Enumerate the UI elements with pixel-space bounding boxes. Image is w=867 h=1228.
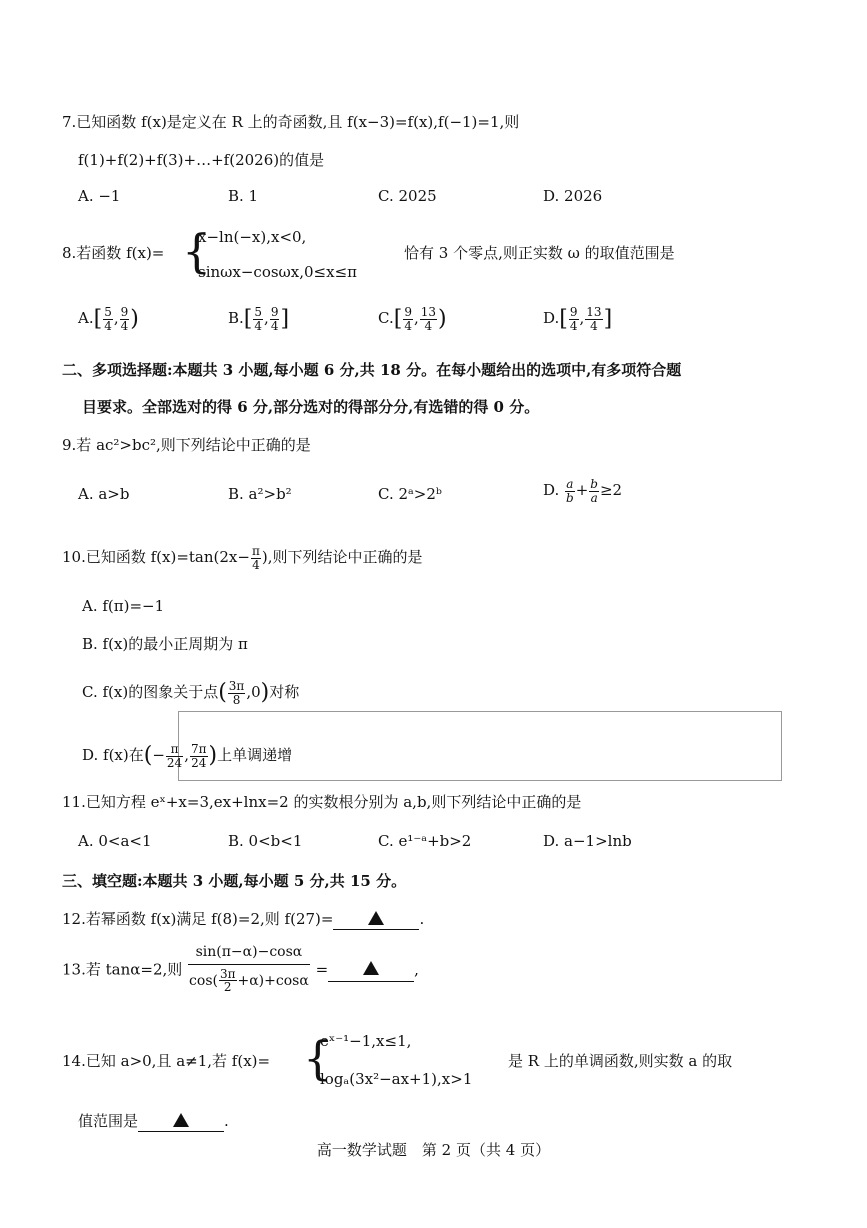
page-footer: 高一数学试题 第 2 页（共 4 页） <box>316 1141 551 1159</box>
q13-answer-blank[interactable] <box>328 957 414 982</box>
q8-brace: { <box>182 224 212 278</box>
q8-case1: x−ln(−x),x<0, <box>198 228 307 246</box>
q8-tail: 恰有 3 个零点,则正实数 ω 的取值范围是 <box>404 244 675 262</box>
q7-stem: 7.已知函数 f(x)是定义在 R 上的奇函数,且 f(x−3)=f(x),f(−1)=1,则 <box>62 113 520 131</box>
q8-case2: sinωx−cosωx,0≤x≤π <box>198 263 358 281</box>
triangle-marker-icon <box>173 1113 189 1127</box>
triangle-marker-icon <box>368 911 384 925</box>
q10-stem: 10.已知函数 f(x)=tan(2x− $\frac{\pi}{4}$ ),则下列结论中正确的是 <box>62 544 423 572</box>
q11-option-c: C. e¹⁻ᵃ+b>2 <box>378 832 472 850</box>
triangle-marker-icon <box>363 961 379 975</box>
q12-answer-blank[interactable] <box>333 909 419 930</box>
q10-option-d: D. f(x)在(− $\frac{\pi}{24}$ , $\frac{7\pi}{24}$ )上单调递增 <box>82 742 293 770</box>
q8-lead: 8.若函数 f(x)= <box>62 244 165 262</box>
q14-tail: 是 R 上的单调函数,则实数 a 的取 <box>508 1052 733 1070</box>
section2-heading: 二、多项选择题:本题共 3 小题,每小题 6 分,共 18 分。在每小题给出的选项中,有多项符合题 <box>62 361 682 379</box>
q14-case2: logₐ(3x²−ax+1),x>1 <box>320 1070 473 1088</box>
q7-option-c: C. 2025 <box>378 187 437 205</box>
q11-option-b: B. 0<b<1 <box>228 832 303 850</box>
q10-option-c: C. f(x)的图象关于点( $\frac{3\pi}{8}$ ,0)对称 <box>82 679 300 707</box>
q14-cont: 值范围是 . <box>78 1112 229 1130</box>
q14-brace: { <box>303 1031 333 1085</box>
section3-heading: 三、填空题:本题共 3 小题,每小题 5 分,共 15 分。 <box>62 872 407 890</box>
q9-option-d: D. $\frac{a}{b}$ + $\frac{b}{a}$ ≥2 <box>543 477 623 505</box>
q13-stem: 13.若 tanα=2,则 sin(π−α)−cosα cos( $\frac{3\pi}{2}$ +α)+cosα = , <box>62 944 419 995</box>
q14-lead: 14.已知 a>0,且 a≠1,若 f(x)= <box>62 1052 271 1070</box>
q9-option-b: B. a²>b² <box>228 485 292 503</box>
q7-stem-cont: f(1)+f(2)+f(3)+…+f(2026)的值是 <box>78 151 325 169</box>
q10-option-a: A. f(π)=−1 <box>82 597 165 615</box>
q11-stem: 11.已知方程 eˣ+x=3,ex+lnx=2 的实数根分别为 a,b,则下列结论中正确的是 <box>62 793 582 811</box>
q7-option-d: D. 2026 <box>543 187 603 205</box>
q8-option-d: D.[ $\frac{9}{4}$ , $\frac{13}{4}$ ] <box>543 305 613 333</box>
q9-option-c: C. 2ᵃ>2ᵇ <box>378 485 442 503</box>
q8-option-c: C.[ $\frac{9}{4}$ , $\frac{13}{4}$ ) <box>378 305 447 333</box>
q10-option-b: B. f(x)的最小正周期为 π <box>82 635 248 653</box>
q14-answer-blank[interactable] <box>138 1111 224 1132</box>
q8-option-b: B.[ $\frac{5}{4}$ , $\frac{9}{4}$ ] <box>228 305 290 333</box>
q12-stem: 12.若幂函数 f(x)满足 f(8)=2,则 f(27)= . <box>62 910 425 928</box>
q11-option-a: A. 0<a<1 <box>78 832 152 850</box>
q8-option-a: A.[ $\frac{5}{4}$ , $\frac{9}{4}$ ) <box>78 305 139 333</box>
section2-heading-cont: 目要求。全部选对的得 6 分,部分选对的得部分分,有选错的得 0 分。 <box>82 398 540 416</box>
q11-option-d: D. a−1>lnb <box>543 832 632 850</box>
q9-option-a: A. a>b <box>78 485 130 503</box>
q9-stem: 9.若 ac²>bc²,则下列结论中正确的是 <box>62 436 311 454</box>
q14-case1: eˣ⁻¹−1,x≤1, <box>320 1032 412 1050</box>
q7-option-b: B. 1 <box>228 187 259 205</box>
q7-option-a: A. −1 <box>78 187 121 205</box>
